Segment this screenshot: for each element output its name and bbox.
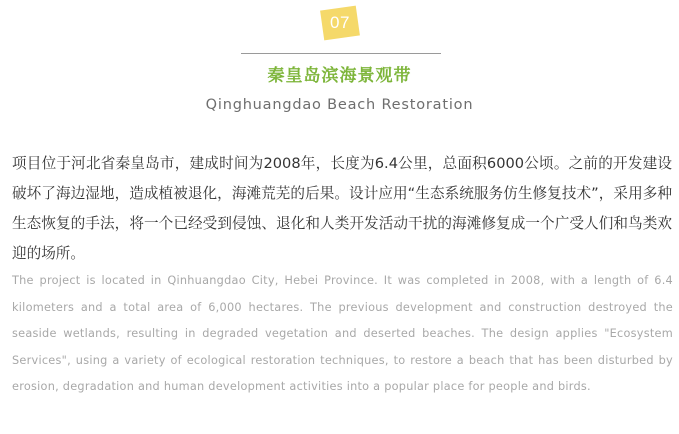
section-number: 07	[330, 13, 350, 33]
section-title-cn: 秦皇岛滨海景观带	[267, 66, 412, 86]
section-number-badge	[320, 6, 360, 41]
section-title-en: Qinghuangdao Beach Restoration	[205, 97, 474, 113]
description-cn: 项目位于河北省秦皇岛市，建成时间为2008年，长度为6.4公里，总面积6000公顷。之前的开发建设破坏了海边湿地，造成植被退化，海滩荒芜的后果。设计应用“生态系统服务仿生修复技术”，采用多种生态恢复的手法，将一个已经受到侵蚀、退化和人类开发活动干扰的海滩修复成一个广受人们和鸟类欢迎的场所。	[12, 155, 672, 262]
description-en: The project is located in Qinhuangdao City, Hebei Province. It was completed in 2008, with a length of 6.4 kilometers and a total area of 6,000 hectares. The previous development and construction destroyed the seaside wetlands, resulting in degraded vegetation and deserted beaches. The design applies "Ecosystem Services", using a variety of ecological restoration techniques, to restore a beach that has been disturbed by erosion, degradation and human development activities into a popular place for people and birds.	[12, 274, 673, 393]
title-divider	[241, 53, 441, 54]
